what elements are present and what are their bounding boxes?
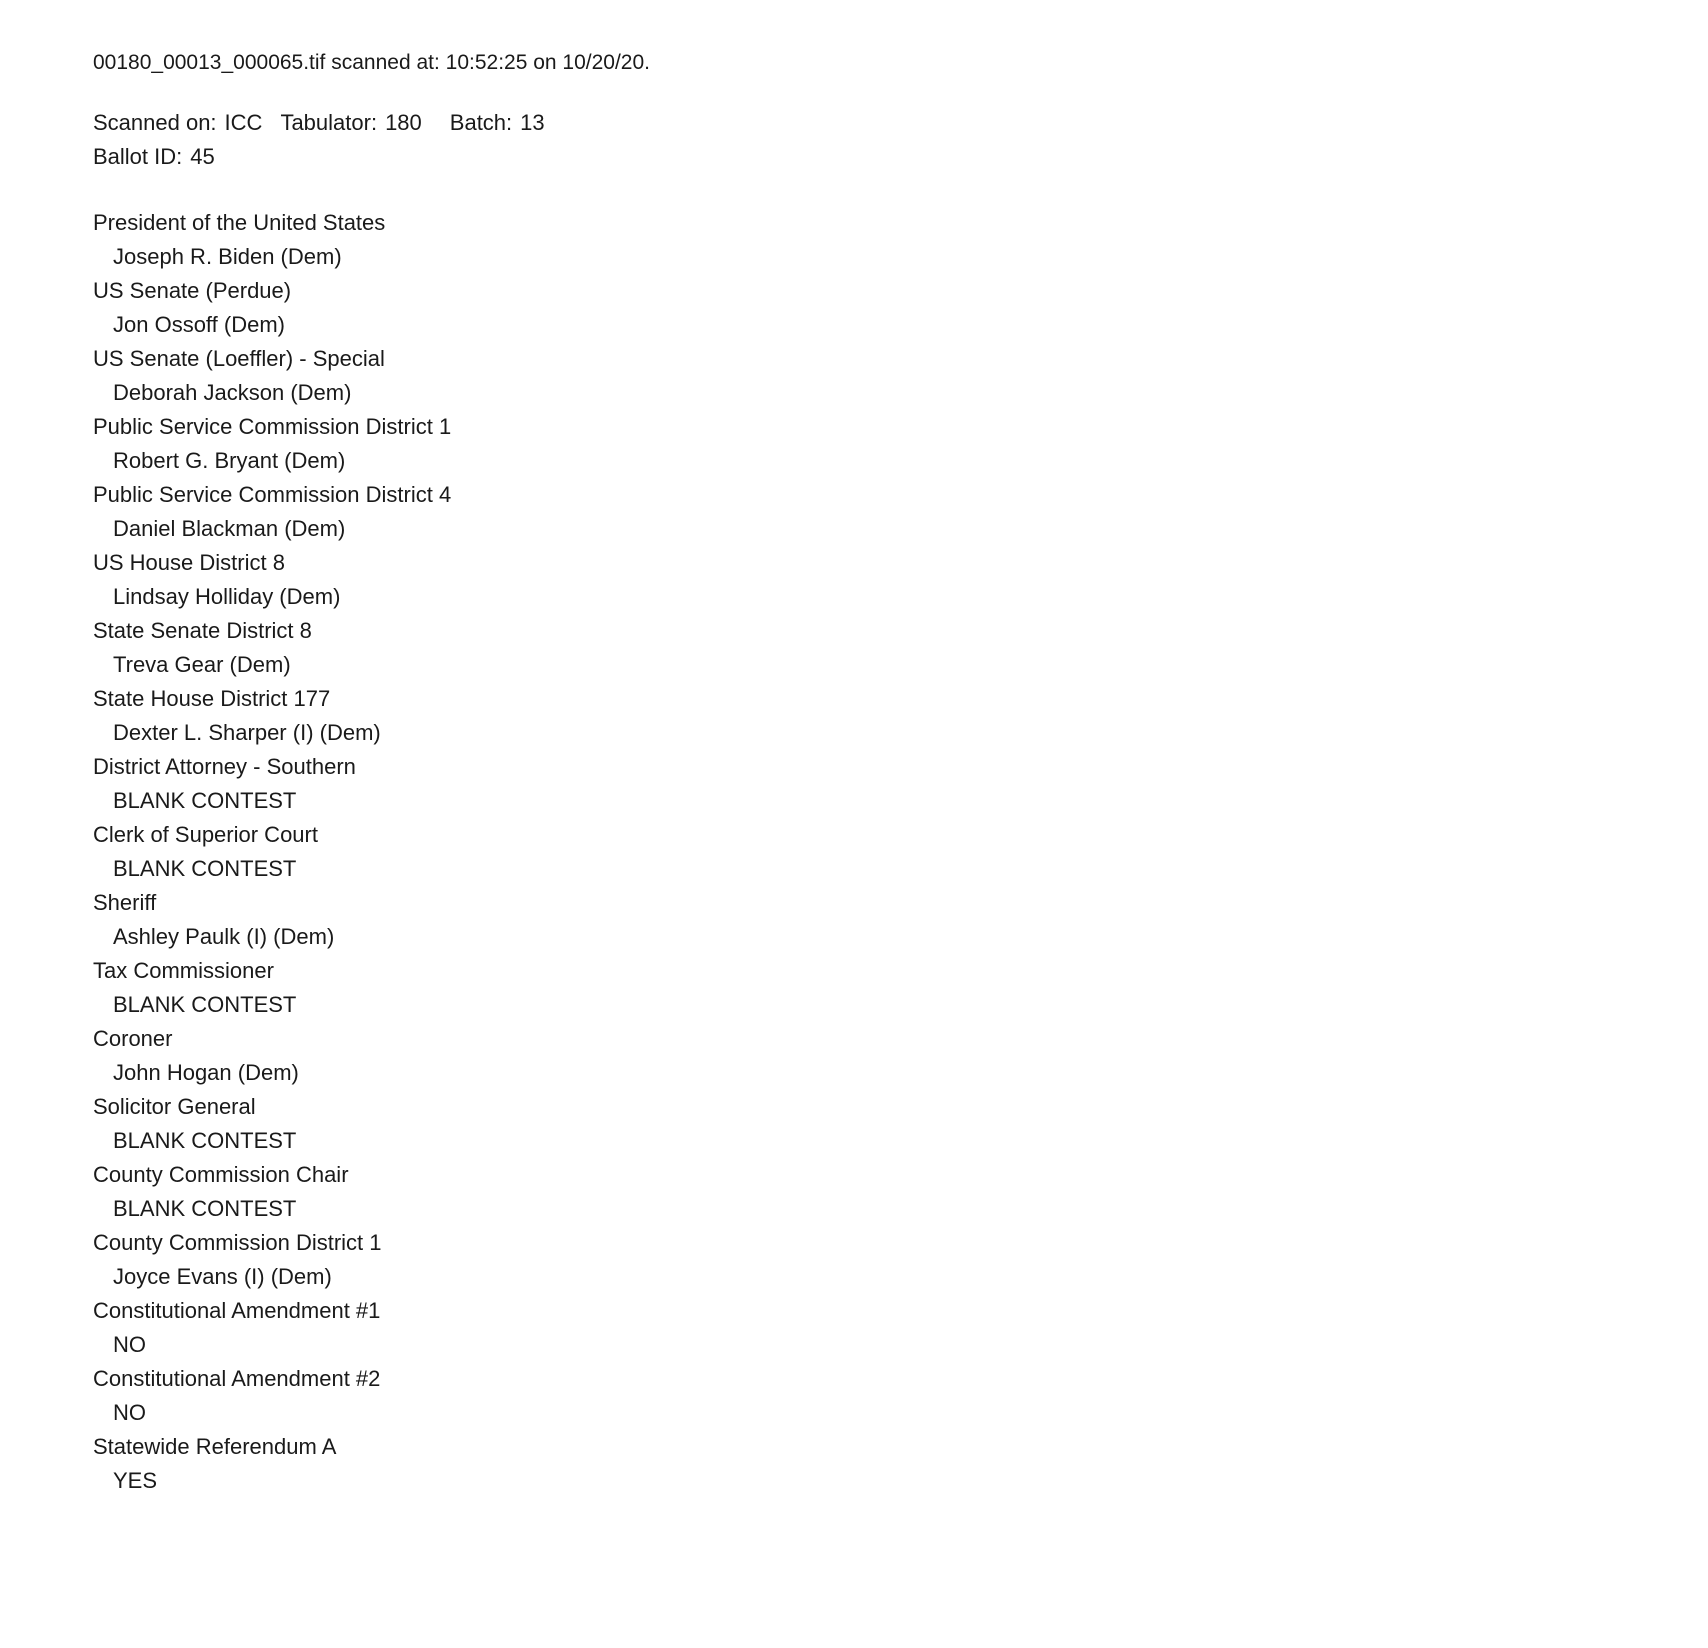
scan-filename-line: 00180_00013_000065.tif scanned at: 10:52:25 on 10/20/20. <box>93 51 650 74</box>
ballot-id-row <box>93 140 1648 174</box>
contest-office: Public Service Commission District 1 <box>93 414 452 439</box>
contest-office: Constitutional Amendment #1 <box>93 1298 381 1323</box>
contest-selection: Joseph R. Biden (Dem) <box>113 244 342 269</box>
scan-info-block <box>93 106 1648 174</box>
contest-selection: John Hogan (Dem) <box>113 1060 299 1085</box>
contest-office: US Senate (Perdue) <box>93 278 292 303</box>
contest-selection: Daniel Blackman (Dem) <box>113 516 346 541</box>
contest-selection: NO <box>113 1332 146 1357</box>
contest-office: County Commission Chair <box>93 1162 349 1187</box>
contest-office: Tax Commissioner <box>93 958 274 983</box>
contest-selection: Dexter L. Sharper (I) (Dem) <box>113 720 381 745</box>
ballot-id-value: 45 <box>190 144 215 169</box>
contest-selection: BLANK CONTEST <box>113 788 297 813</box>
contest-office: County Commission District 1 <box>93 1230 382 1255</box>
contest-selection: Deborah Jackson (Dem) <box>113 380 352 405</box>
tabulator-value: 180 <box>385 110 422 135</box>
contest-office: Clerk of Superior Court <box>93 822 318 847</box>
scanned-on-value: ICC <box>224 110 263 135</box>
scan-info-row <box>93 106 1648 140</box>
contest-office: Coroner <box>93 1026 173 1051</box>
contest-selection: Ashley Paulk (I) (Dem) <box>113 924 335 949</box>
contest-office: Constitutional Amendment #2 <box>93 1366 381 1391</box>
contest-selection: NO <box>113 1400 146 1425</box>
contest-office: President of the United States <box>93 210 386 235</box>
contest-selection: BLANK CONTEST <box>113 856 297 881</box>
contest-office: US Senate (Loeffler) - Special <box>93 346 385 371</box>
contest-selection: YES <box>113 1468 158 1493</box>
contest-office: Solicitor General <box>93 1094 256 1119</box>
contest-office: State House District 177 <box>93 686 331 711</box>
contest-selection: BLANK CONTEST <box>113 1128 297 1153</box>
scanned-on-label: Scanned on: <box>93 110 217 135</box>
contest-list <box>93 206 1648 1498</box>
contest-selection: BLANK CONTEST <box>113 992 297 1017</box>
contest-selection: BLANK CONTEST <box>113 1196 297 1221</box>
contest-selection: Treva Gear (Dem) <box>113 652 291 677</box>
contest-office: US House District 8 <box>93 550 285 575</box>
contest-office: Public Service Commission District 4 <box>93 482 452 507</box>
contest-selection: Jon Ossoff (Dem) <box>113 312 285 337</box>
batch-value: 13 <box>520 110 545 135</box>
batch-label: Batch: <box>449 110 513 135</box>
contest-selection: Lindsay Holliday (Dem) <box>113 584 341 609</box>
contest-office: State Senate District 8 <box>93 618 312 643</box>
contest-selection: Joyce Evans (I) (Dem) <box>113 1264 332 1289</box>
contest-office: Statewide Referendum A <box>93 1434 337 1459</box>
contest-office: Sheriff <box>93 890 157 915</box>
tabulator-label: Tabulator: <box>280 110 378 135</box>
ballot-id-label: Ballot ID: <box>93 144 183 169</box>
contest-selection: Robert G. Bryant (Dem) <box>113 448 346 473</box>
contest-office: District Attorney - Southern <box>93 754 356 779</box>
